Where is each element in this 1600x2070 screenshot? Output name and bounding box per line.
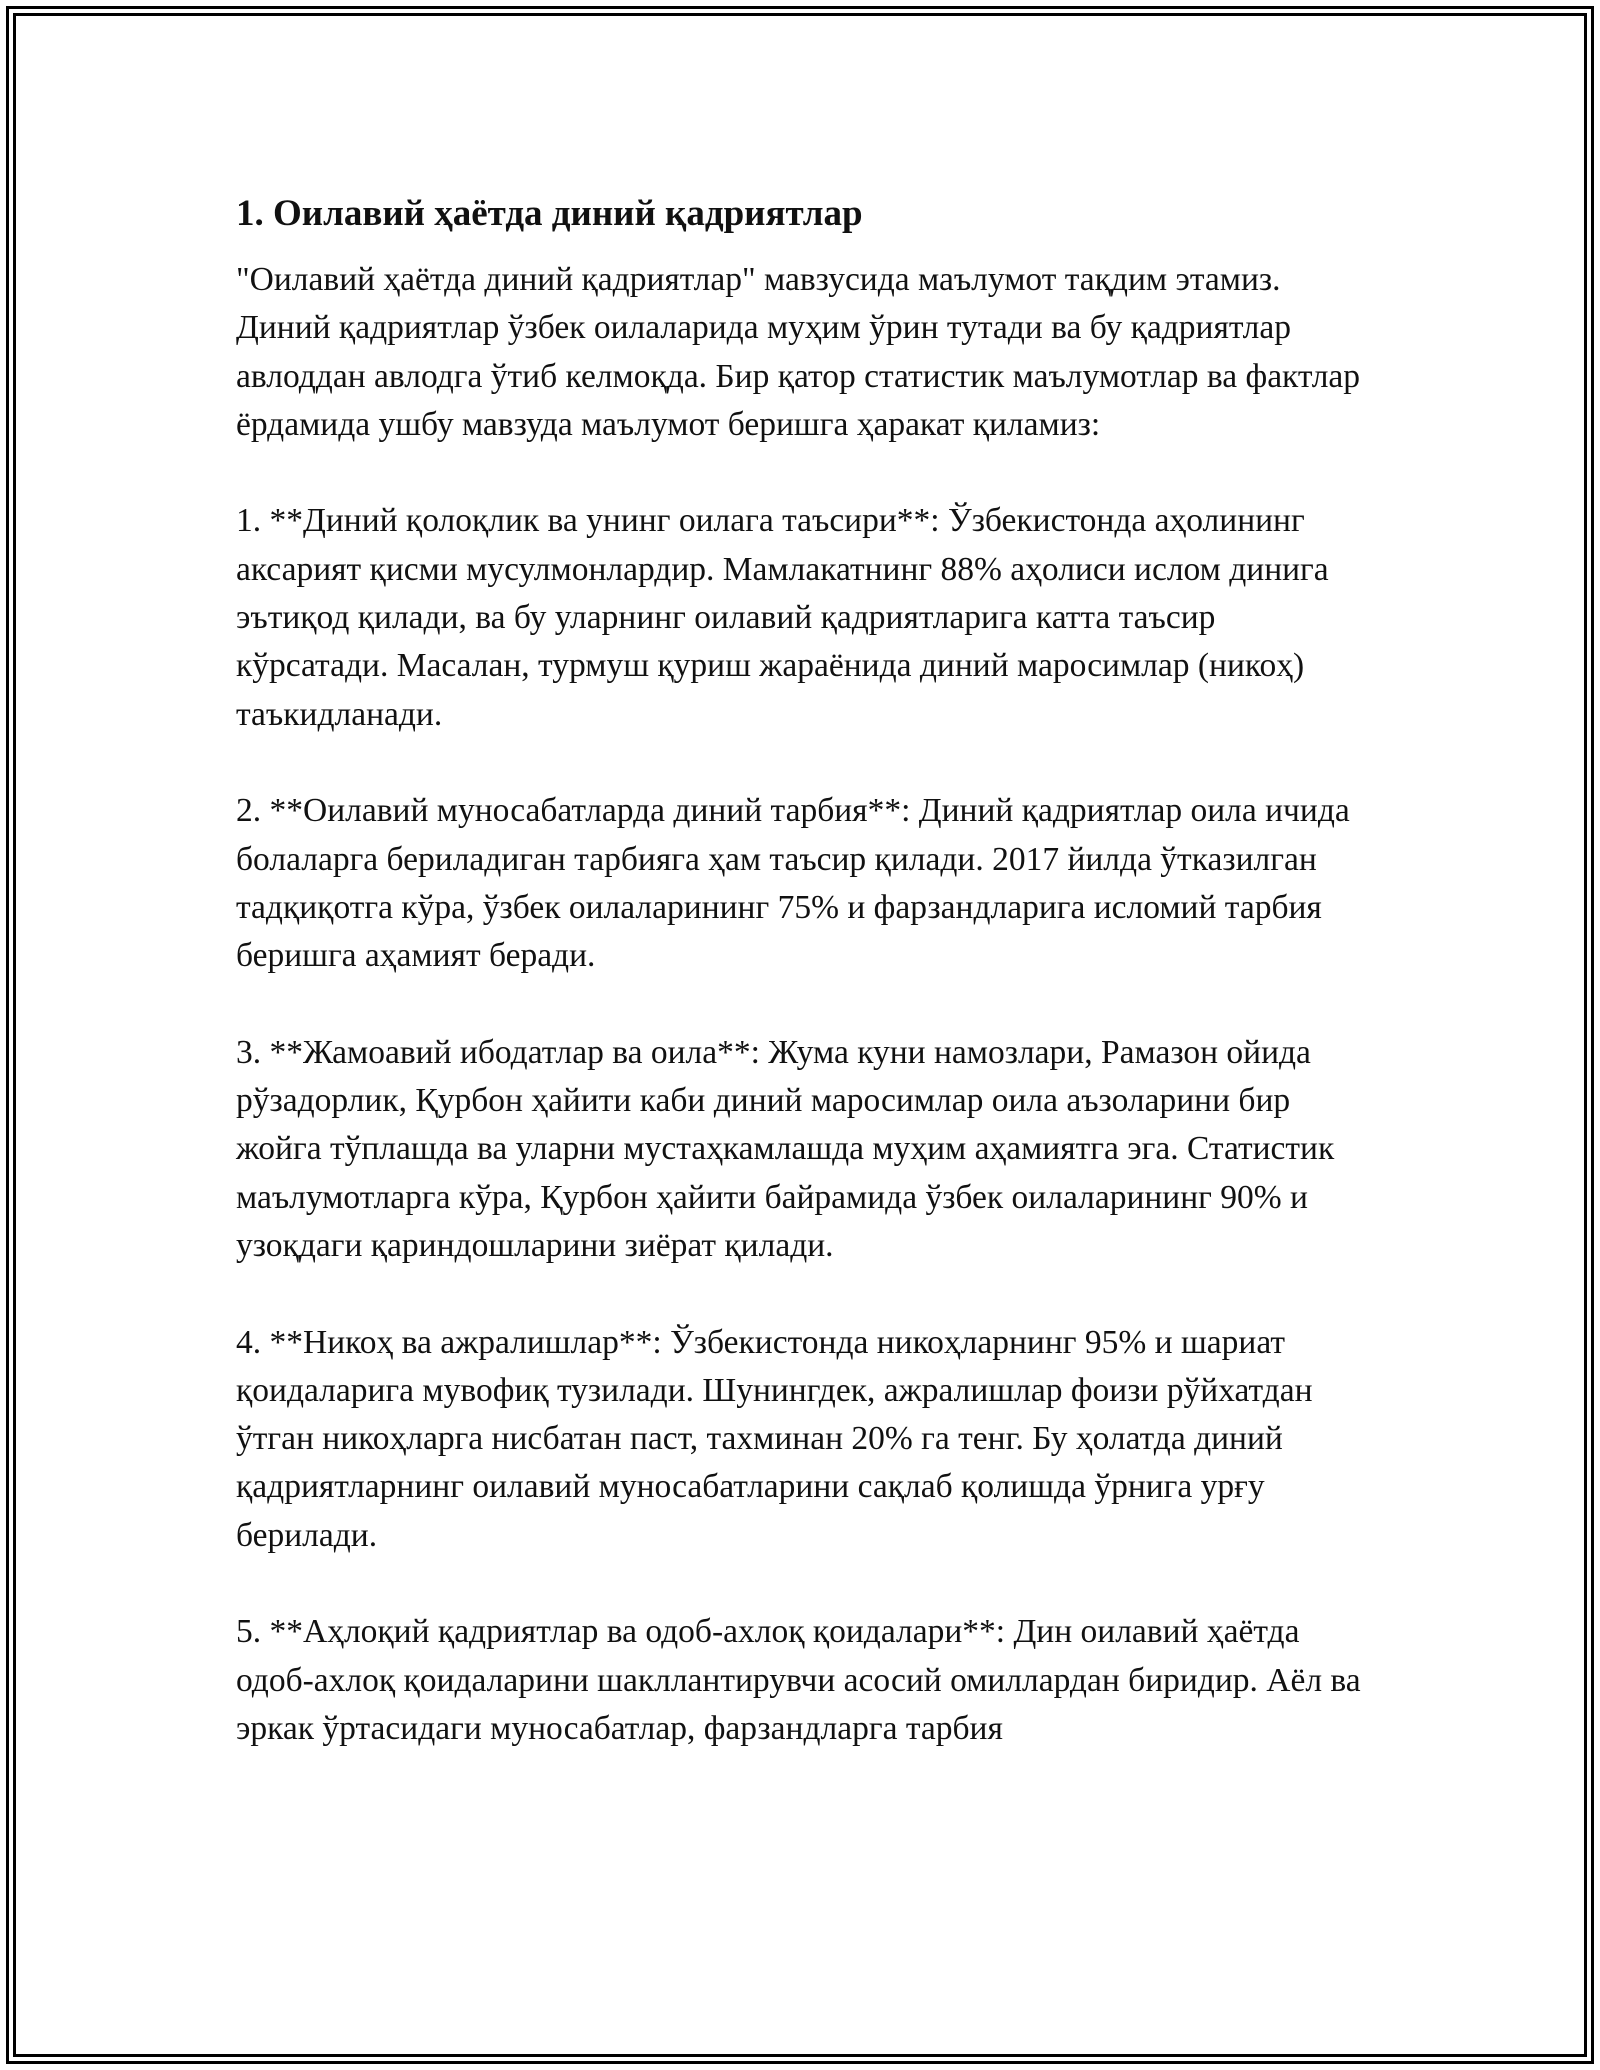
document-body [236, 188, 1376, 1753]
paragraph-item-3: 3. **Жамоавий ибодатлар ва оила**: Жума куни намозлари, Рамазон ойида рўзадорлик, Қурбон ҳайити каби диний маросимлар оила аъзоларини бир жойга тўплашда ва уларни мустаҳкамлашда муҳим аҳамиятга эга. Статистик маълумотларга кўра, Қурбон ҳайити байрамида ўзбек оилаларининг 90% и узоқдаги қариндошларини зиёрат қилади. [236, 1033, 1335, 1264]
paragraph-item-5: 5. **Аҳлоқий қадриятлар ва одоб-ахлоқ қоидалари**: Дин оилавий ҳаётда одоб-ахлоқ қоидаларини шакллантирувчи асосий омиллардан биридир. Аёл ва эркак ўртасидаги муносабатлар, фарзандларга тарбия [236, 1613, 1361, 1747]
intro-paragraph: "Оилавий ҳаётда диний қадриятлар" мавзусида маълумот тақдим этамиз. Диний қадриятлар ўзбек оилаларида муҳим ўрин тутади ва бу қадриятлар авлоддан авлодга ўтиб келмоқда. Бир қатор статистик маълумотлар ва фактлар ёрдамида ушбу мавзуда маълумот беришга ҳаракат қиламиз: [236, 261, 1361, 443]
paragraph-item-1: 1. **Диний қолоқлик ва унинг оилага таъсири**: Ўзбекистонда аҳолининг аксарият қисми мусулмонлардир. Мамлакатнинг 88% аҳолиси ислом динига эътиқод қилади, ва бу уларнинг оилавий қадриятларига катта таъсир кўрсатади. Масалан, турмуш қуриш жараёнида диний маросимлар (никоҳ) таъкидланади. [236, 502, 1329, 733]
paragraph-item-2: 2. **Оилавий муносабатларда диний тарбия**: Диний қадриятлар оила ичида болаларга бериладиган тарбияга ҳам таъсир қилади. 2017 йилда ўтказилган тадқиқотга кўра, ўзбек оилаларининг 75% и фарзандларига исломий тарбия беришга аҳамият беради. [236, 792, 1350, 975]
paragraph-item-4: 4. **Никоҳ ва ажралишлар**: Ўзбекистонда никоҳларнинг 95% и шариат қоидаларига мувофиқ тузилади. Шунингдек, ажралишлар фоизи рўйхатдан ўтган никоҳларга нисбатан паст, тахминан 20% га тенг. Бу ҳолатда диний қадриятларнинг оилавий муносабатларини сақлаб қолишда ўрнига урғу берилади. [236, 1323, 1313, 1554]
document-title: 1. Оилавий ҳаётда диний қадриятлар [236, 193, 863, 234]
